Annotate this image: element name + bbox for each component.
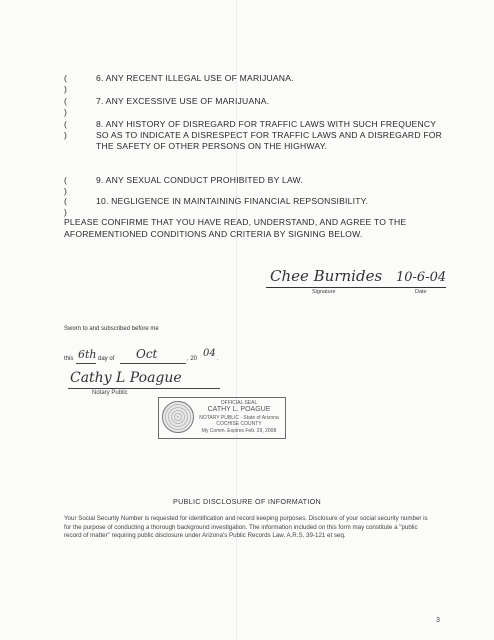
signature-label: Signature: [312, 289, 336, 295]
stamp-line: OFFICIAL SEAL: [220, 400, 258, 406]
day-underline: [76, 363, 96, 364]
checkbox-parens[interactable]: ( ): [64, 175, 68, 196]
year-prefix: , 20: [187, 356, 198, 362]
checkbox-parens[interactable]: ( ): [64, 119, 68, 140]
criteria-text: 9. ANY SEXUAL CONDUCT PROHIBITED BY LAW.: [96, 175, 303, 185]
notary-public-label: Notary Public: [92, 390, 128, 396]
stamp-line: COCHISE COUNTY: [216, 421, 262, 427]
notary-stamp: [158, 397, 286, 439]
date-label: Date: [415, 289, 427, 295]
stamp-line: My Comm. Expires Feb. 29, 2008: [201, 428, 277, 434]
year-suffix: .: [217, 356, 219, 362]
criteria-text: 6. ANY RECENT ILLEGAL USE OF MARIJUANA.: [96, 73, 294, 83]
criteria-text: 7. ANY EXCESSIVE USE OF MARIJUANA.: [96, 96, 270, 106]
stamp-line: NOTARY PUBLIC - State of Arizona: [199, 415, 279, 421]
month-value: Oct: [136, 347, 158, 361]
signature-line: [266, 287, 446, 288]
stamp-line: CATHY L. POAGUE: [207, 406, 271, 413]
checkbox-parens[interactable]: ( ): [64, 73, 68, 94]
sworn-statement: Sworn to and subscribed before me: [64, 326, 159, 332]
notary-signature-line: [68, 388, 220, 389]
confirmation-statement: PLEASE CONFIRME THAT YOU HAVE READ, UNDERSTAND, AND AGREE TO THE AFOREMENTIONED CONDITIONS AND CRITERIA BY SIGNING BELOW.: [64, 217, 407, 239]
page-number: 3: [436, 617, 440, 624]
disclosure-title: PUBLIC DISCLOSURE OF INFORMATION: [172, 497, 322, 506]
notary-signature: Cathy L Poague: [70, 370, 182, 386]
checkbox-parens[interactable]: ( ): [64, 196, 68, 217]
day-value: 6th: [78, 348, 97, 361]
day-of-label: day of: [98, 356, 115, 362]
applicant-signature: Chee Burnides: [270, 267, 383, 285]
month-underline: [120, 363, 186, 364]
notary-seal-icon: [162, 401, 194, 433]
notary-date-line: [64, 347, 244, 364]
criteria-text: 8. ANY HISTORY OF DISREGARD FOR TRAFFIC LAWS WITH SUCH FREQUENCY SO AS TO INDICATE A DISRESPECT FOR TRAFFIC LAWS AND A DISREGARD FOR THE SAFETY OF OTHER PERSONS ON THE HIGHWAY.: [96, 119, 443, 151]
checkbox-parens[interactable]: ( ): [64, 96, 68, 117]
this-label: this: [64, 356, 74, 362]
criteria-text: 10. NEGLIGENCE IN MAINTAINING FINANCIAL REPSONSIBILITY.: [96, 196, 369, 206]
year-value: 04: [203, 348, 216, 359]
signature-date: 10-6-04: [396, 270, 447, 285]
disclosure-body: Your Social Security Number is requested for identification and record keeping purposes. Disclosure of your social security number is for the purpose of conducting a thorough background investigation. The information included on this form may constitute a "public record of matter" requiring public disclosure under Arizona's Public Records Law, A.R.S. 39-121 et seq.: [64, 515, 428, 540]
